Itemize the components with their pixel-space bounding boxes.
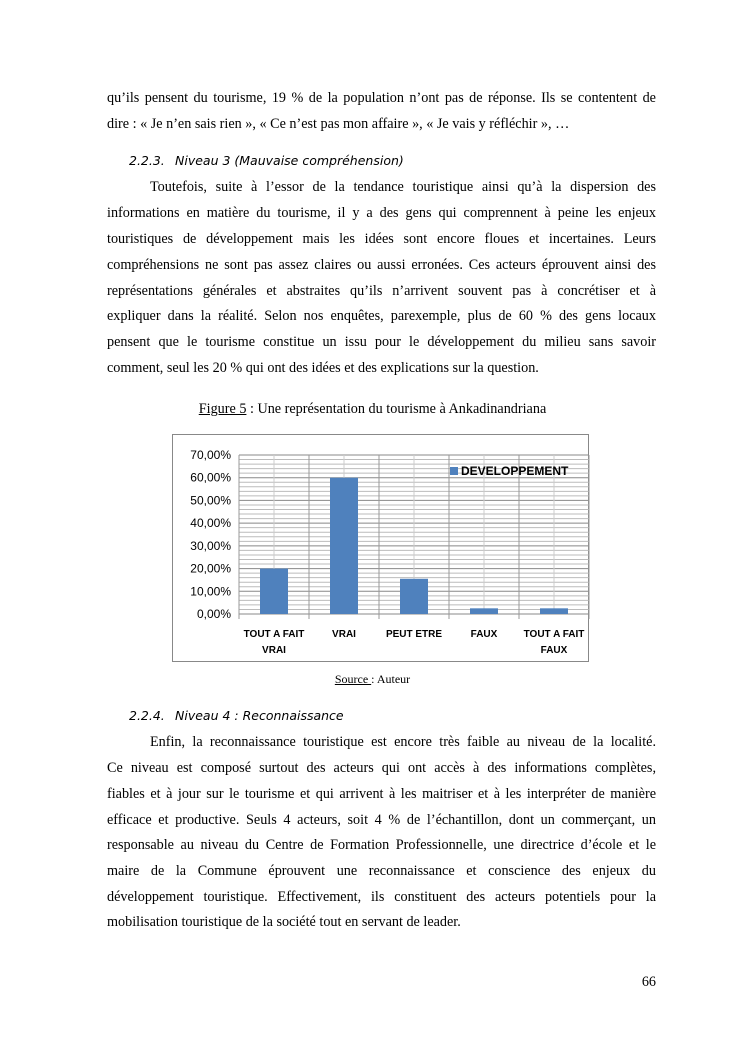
text-line: maire de la Commune éprouvent une reconnaissance et conscience des enjeux du [107, 863, 656, 879]
text-line: Toutefois, suite à l’essor de la tendance touristique ainsi qu’à la dispersion des [150, 179, 656, 195]
source-label: Source [334, 672, 372, 686]
x-tick-label: TOUT A FAIT [243, 629, 305, 640]
text-line: expliquer dans la réalité. Selon nos enquêtes, parexemple, plus de 60 % des gens locaux [107, 308, 656, 324]
text-line: fiables et à jour sur le tourisme et qui arrivent à les maitriser et à les interpréter de manière [107, 786, 656, 802]
bar-1 [330, 478, 358, 614]
page-number: 66 [641, 974, 656, 990]
y-tick-label: 40,00% [190, 516, 231, 531]
text-line: dire : « Je n’en sais rien », « Ce n’est pas mon affaire », « Je vais y réfléchir », … [107, 116, 570, 132]
bar-3 [470, 608, 498, 614]
text-line: touristiques de développement mais les idées sont encore floues et incertaines. Leurs [107, 231, 656, 247]
x-tick-label: TOUT A FAIT [523, 629, 585, 640]
bar-2 [400, 579, 428, 614]
legend-swatch [450, 467, 458, 475]
section-heading-2-2-3 [129, 153, 404, 168]
y-tick-label: 60,00% [190, 470, 231, 485]
figure-caption [0, 401, 745, 418]
text-line: comment, seul les 20 % qui ont des idées et des explications sur la question. [107, 360, 539, 376]
source-text: : Auteur [371, 672, 411, 686]
text-line: représentations générales et abstraites qu’ils n’arrivent souvent pas à concrétiser et à [107, 283, 656, 299]
x-tick-label: FAUX [470, 629, 498, 640]
y-tick-label: 50,00% [190, 493, 231, 508]
text-line: développement touristique. Effectivement, ils constituent des acteurs potentiels pour la [107, 889, 656, 905]
section-title: Niveau 4 : Reconnaissance [175, 708, 344, 723]
y-tick-label: 30,00% [190, 538, 231, 553]
text-line: qu’ils pensent du tourisme, 19 % de la population n’ont pas de réponse. Ils se contentent de [107, 90, 656, 106]
bar-4 [540, 608, 568, 614]
bar-0 [260, 569, 288, 614]
text-line: Enfin, la reconnaissance touristique est encore très faible au niveau de la localité. [150, 734, 656, 750]
section-heading-2-2-4 [129, 708, 344, 723]
text-line: efficace et productive. Seuls 4 acteurs, soit 4 % de l’échantillon, dont un commerçant, un [107, 812, 656, 828]
text-line: compréhensions ne sont pas assez claires ou aussi erronées. Ces acteurs éprouvent ainsi des [107, 257, 656, 273]
text-line: responsable au niveau du Centre de Formation Professionnelle, une directrice d’école et le [107, 837, 656, 853]
figure-source [0, 672, 745, 687]
chart-svg [173, 435, 590, 663]
text-line: informations en matière du tourisme, il y a des gens qui comprennent à peine les enjeux [107, 205, 656, 221]
figure-label: Figure 5 [198, 401, 247, 417]
figure-caption-text: : Une représentation du tourisme à Ankadinandriana [246, 401, 547, 417]
x-tick-label: FAUX [540, 645, 568, 656]
y-tick-label: 10,00% [190, 584, 231, 599]
x-tick-label: VRAI [332, 629, 356, 640]
text-line: Ce niveau est composé surtout des acteurs qui ont accès à des informations complètes, [107, 760, 656, 776]
y-tick-label: 20,00% [190, 561, 231, 576]
section-number: 2.2.3. [129, 153, 165, 168]
legend-label: DEVELOPPEMENT [461, 464, 569, 478]
section-number: 2.2.4. [129, 708, 165, 723]
y-tick-label: 0,00% [196, 607, 231, 621]
text-line: pensent que le tourisme constitue un issu pour le développement du milieu sans savoir [107, 334, 656, 350]
x-tick-label: PEUT ETRE [385, 629, 443, 640]
y-tick-label: 70,00% [190, 448, 231, 462]
text-line: mobilisation touristique de la société tout en servant de leader. [107, 914, 461, 930]
bar-chart [172, 434, 589, 662]
x-tick-label: VRAI [262, 645, 286, 656]
section-title: Niveau 3 (Mauvaise compréhension) [175, 153, 404, 168]
